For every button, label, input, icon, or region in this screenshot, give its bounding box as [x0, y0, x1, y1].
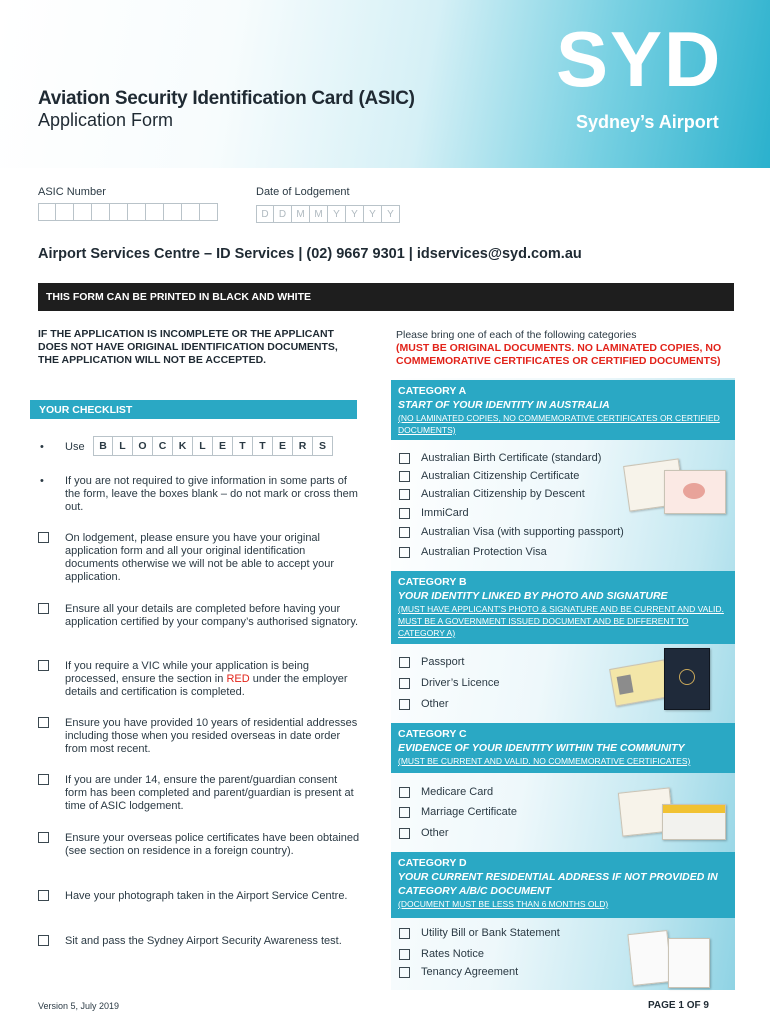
letter-box: K	[173, 436, 193, 456]
letter-box: E	[273, 436, 293, 456]
asic-number-box[interactable]	[92, 203, 110, 221]
asic-number-box[interactable]	[56, 203, 74, 221]
checklist-heading: YOUR CHECKLIST	[30, 400, 357, 419]
page-title: Aviation Security Identification Card (ASIC)	[38, 88, 415, 109]
incomplete-warning: IF THE APPLICATION IS INCOMPLETE OR THE APPLICANT DOES NOT HAVE ORIGINAL IDENTIFICATION DOCUMENTS, THE APPLICATION WILL NOT BE ACCEPTED.	[38, 328, 338, 366]
original-documents-note: (MUST BE ORIGINAL DOCUMENTS. NO LAMINATED COPIES, NO COMMEMORATIVE CERTIFICATES OR CERTIFIED DOCUMENTS)	[396, 342, 722, 367]
date-box[interactable]: Y	[346, 205, 364, 223]
asic-number-box[interactable]	[128, 203, 146, 221]
checkbox[interactable]	[399, 967, 410, 978]
checkbox[interactable]	[38, 832, 49, 843]
asic-number-box[interactable]	[110, 203, 128, 221]
rates-notice-image	[668, 938, 710, 988]
checkbox[interactable]	[399, 807, 410, 818]
print-notice-bar: THIS FORM CAN BE PRINTED IN BLACK AND WHITE	[38, 283, 734, 311]
checkbox[interactable]	[399, 949, 410, 960]
page-subtitle: Application Form	[38, 110, 174, 130]
block-letters-example	[93, 436, 333, 456]
medicare-card-image	[662, 804, 726, 840]
checkbox[interactable]	[38, 660, 49, 671]
checkbox[interactable]	[399, 678, 410, 689]
contact-line: Airport Services Centre – ID Services | (02) 9667 9301 | idservices@syd.com.au	[38, 246, 582, 262]
lodgement-date-input[interactable]	[256, 205, 400, 223]
asic-number-label: ASIC Number	[38, 186, 106, 198]
letter-box: T	[253, 436, 273, 456]
letter-box: C	[153, 436, 173, 456]
checkbox[interactable]	[399, 828, 410, 839]
passport-image	[664, 648, 710, 710]
checkbox[interactable]	[399, 657, 410, 668]
date-box[interactable]: Y	[328, 205, 346, 223]
checkbox[interactable]	[399, 547, 410, 558]
checkbox[interactable]	[399, 489, 410, 500]
utility-bill-image	[627, 930, 672, 986]
category-a-header: CATEGORY A START OF YOUR IDENTITY IN AUSTRALIA (NO LAMINATED COPIES, NO COMMEMORATIVE CERTIFICATES OR CERTIFIED DOCUMENTS)	[391, 380, 735, 440]
checkbox[interactable]	[38, 717, 49, 728]
photo-icon	[617, 675, 634, 695]
checkbox[interactable]	[38, 774, 49, 785]
date-box[interactable]: M	[310, 205, 328, 223]
asic-number-box[interactable]	[38, 203, 56, 221]
bullet-icon: •	[40, 475, 44, 487]
date-box[interactable]: D	[274, 205, 292, 223]
asic-number-box[interactable]	[74, 203, 92, 221]
syd-logo-tagline: Sydney’s Airport	[576, 112, 719, 132]
version-label: Version 5, July 2019	[38, 1001, 120, 1011]
asic-number-box[interactable]	[164, 203, 182, 221]
date-box[interactable]: Y	[382, 205, 400, 223]
category-d-header: CATEGORY D YOUR CURRENT RESIDENTIAL ADDRESS IF NOT PROVIDED IN CATEGORY A/B/C DOCUMENT (DOCUMENT MUST BE LESS THAN 6 MONTHS OLD)	[391, 852, 735, 918]
crest-icon	[679, 669, 695, 685]
letter-box: E	[213, 436, 233, 456]
bullet-icon: •	[40, 441, 44, 453]
checkbox[interactable]	[38, 532, 49, 543]
lodgement-date-label: Date of Lodgement	[256, 186, 350, 198]
checkbox[interactable]	[399, 527, 410, 538]
asic-number-box[interactable]	[200, 203, 218, 221]
letter-box: O	[133, 436, 153, 456]
checkbox[interactable]	[399, 453, 410, 464]
letter-box: B	[93, 436, 113, 456]
checkbox[interactable]	[399, 699, 410, 710]
checkbox[interactable]	[399, 471, 410, 482]
checkbox[interactable]	[38, 935, 49, 946]
syd-logo: SYD	[556, 15, 723, 103]
date-box[interactable]: Y	[364, 205, 382, 223]
date-box[interactable]: D	[256, 205, 274, 223]
date-box[interactable]: M	[292, 205, 310, 223]
asic-number-input[interactable]	[38, 203, 218, 221]
letter-box: L	[113, 436, 133, 456]
letter-box: L	[193, 436, 213, 456]
checkbox[interactable]	[399, 508, 410, 519]
letter-box: S	[313, 436, 333, 456]
category-c-header: CATEGORY C EVIDENCE OF YOUR IDENTITY WITHIN THE COMMUNITY (MUST BE CURRENT AND VALID. NO COMMEMORATIVE CERTIFICATES)	[391, 723, 735, 773]
card-stripe	[663, 805, 725, 813]
asic-number-box[interactable]	[146, 203, 164, 221]
categories-intro: Please bring one of each of the following categories (MUST BE ORIGINAL DOCUMENTS. NO LAMINATED COPIES, NO COMMEMORATIVE CERTIFICATES OR CERTIFIED DOCUMENTS)	[396, 329, 736, 368]
checkbox[interactable]	[399, 787, 410, 798]
checkbox[interactable]	[38, 603, 49, 614]
checkbox[interactable]	[399, 928, 410, 939]
page-number: PAGE 1 OF 9	[648, 1000, 709, 1011]
use-label: Use	[65, 441, 85, 453]
asic-number-box[interactable]	[182, 203, 200, 221]
category-b-header: CATEGORY B YOUR IDENTITY LINKED BY PHOTO AND SIGNATURE (MUST HAVE APPLICANT’S PHOTO & SIGNATURE AND BE CURRENT AND VALID. MUST BE A GOVERNMENT ISSUED DOCUMENT AND BE DIFFERENT TO CATEGORY A)	[391, 571, 735, 644]
checkbox[interactable]	[38, 890, 49, 901]
red-highlight: RED	[226, 673, 250, 685]
letter-box: R	[293, 436, 313, 456]
citizenship-certificate-image	[664, 470, 726, 514]
letter-box: T	[233, 436, 253, 456]
seal-icon	[683, 483, 705, 499]
